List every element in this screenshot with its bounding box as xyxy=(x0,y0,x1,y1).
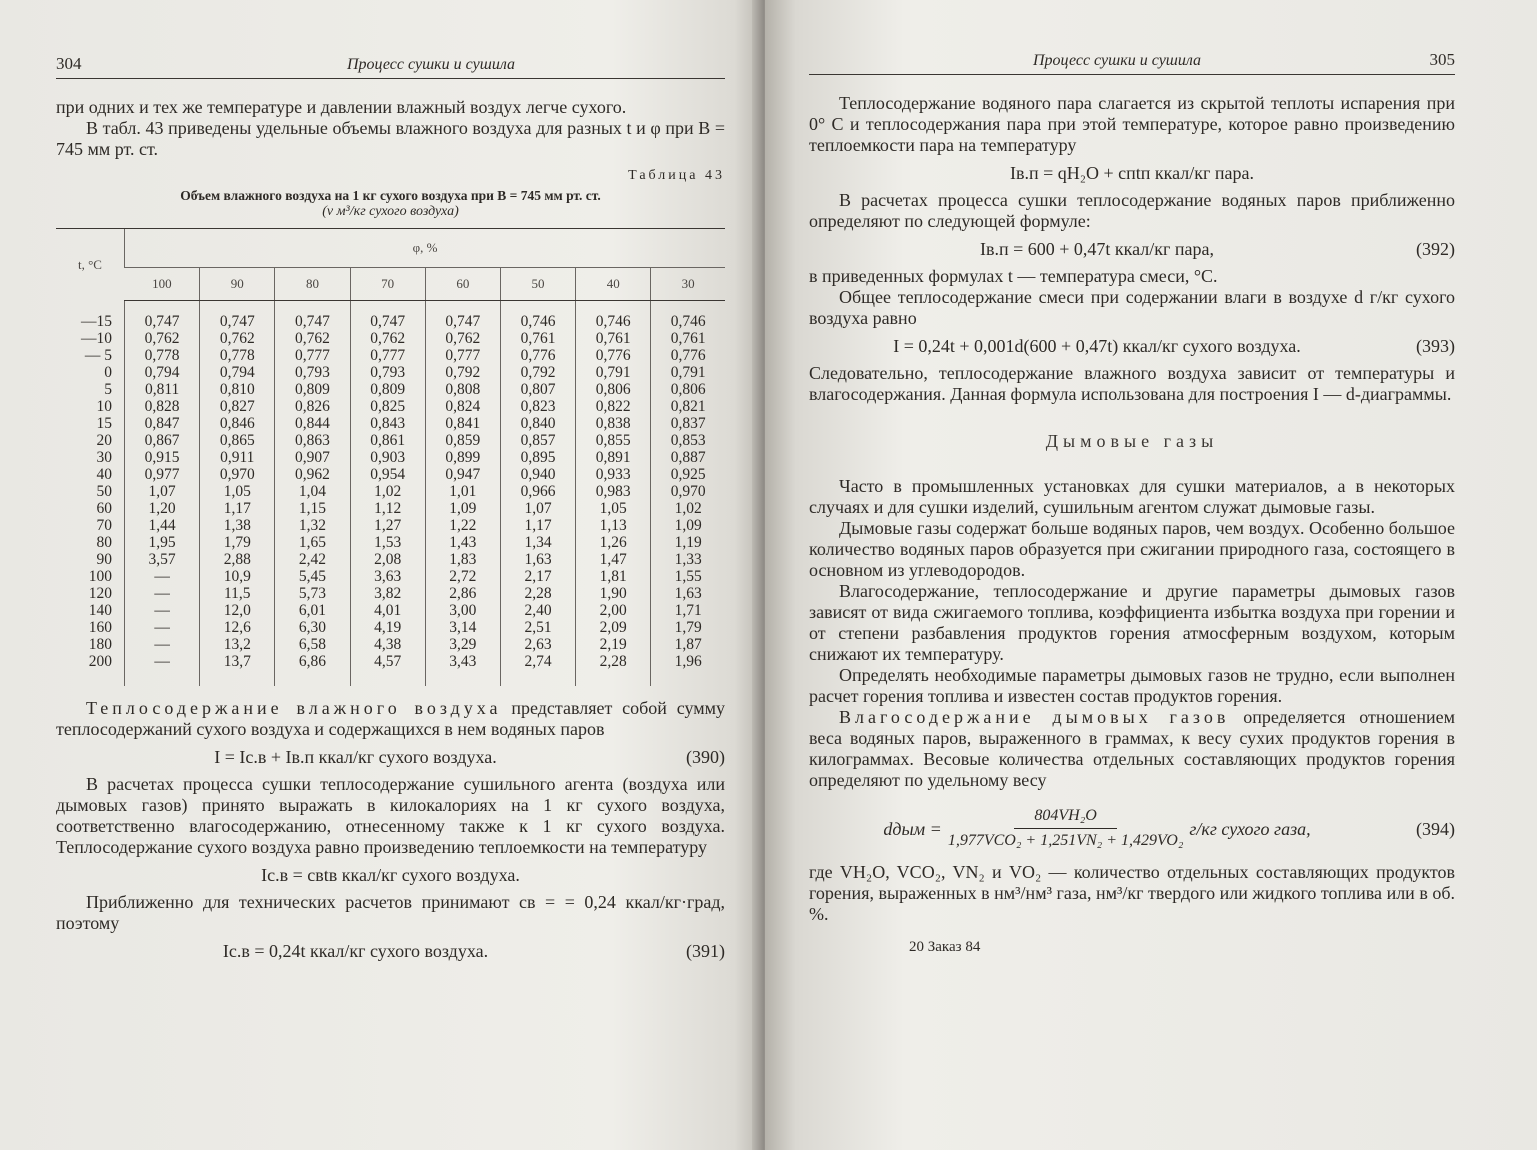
volume-cell: 1,20 xyxy=(125,500,200,517)
volume-cell: 1,79 xyxy=(200,534,275,551)
table-row xyxy=(56,568,725,585)
temperature-cell: 30 xyxy=(96,449,112,466)
volume-cell: 0,863 xyxy=(275,432,350,449)
paragraph: в приведенных формулах t — температура смеси, °C. xyxy=(809,266,1218,286)
page-number: 304 xyxy=(56,54,82,73)
volume-cell: 3,43 xyxy=(425,653,500,686)
volume-cell: 4,01 xyxy=(350,602,425,619)
volume-cell: 1,65 xyxy=(275,534,350,551)
running-title: Процесс сушки и сушила xyxy=(1033,52,1202,69)
volume-cell: 1,26 xyxy=(576,534,651,551)
volume-cell: 2,19 xyxy=(576,636,651,653)
volume-cell: 0,857 xyxy=(500,432,575,449)
phi-column-header: 40 xyxy=(576,268,651,301)
volume-cell: 0,747 xyxy=(425,313,500,330)
volume-cell: 0,746 xyxy=(500,313,575,330)
volume-cell: 0,762 xyxy=(350,330,425,347)
temperature-cell: 60 xyxy=(96,500,112,517)
temperature-cell: 120 xyxy=(88,585,112,602)
volume-cell: 0,777 xyxy=(425,347,500,364)
volume-cell: 0,843 xyxy=(350,415,425,432)
t-column-header: t, °C xyxy=(56,229,125,301)
table-row xyxy=(56,619,725,636)
volume-cell: 0,791 xyxy=(576,364,651,381)
volume-cell: — xyxy=(125,568,200,585)
phi-header: φ, % xyxy=(125,229,726,268)
table-row xyxy=(56,466,725,483)
table-row xyxy=(56,432,725,449)
temperature-cell: 10 xyxy=(96,398,112,415)
volume-cell: 0,792 xyxy=(500,364,575,381)
volume-cell: 0,846 xyxy=(200,415,275,432)
volume-cell: 0,895 xyxy=(500,449,575,466)
volume-cell: 0,966 xyxy=(500,483,575,500)
formula-391 xyxy=(56,940,725,962)
volume-cell: 0,747 xyxy=(200,313,275,330)
section-heading: Дымовые газы xyxy=(1045,431,1219,451)
volume-cell: 0,747 xyxy=(275,313,350,330)
paragraph: Определять необходимые параметры дымовых газов не трудно, если выполнен расчет горения топлива и известен состав продуктов горения. xyxy=(809,665,1455,706)
volume-cell: 0,761 xyxy=(576,330,651,347)
formula-expression: I = 0,24t + 0,001d(600 + 0,47t) ккал/кг сухого воздуха. xyxy=(893,336,1301,356)
volume-cell: 12,0 xyxy=(200,602,275,619)
volume-cell: 0,762 xyxy=(200,330,275,347)
paragraph: В расчетах процесса сушки теплосодержание сушильного агента (воздуха или дымовых газов) принято выражать в килокалориях на 1 кг сухого воздуха, соответственно влагосодержанию, отнесенному также к 1 кг сухого воздуха. Теплосодержание сухого воздуха равно произведению теплоемкости на температуру xyxy=(56,774,725,857)
volume-cell: — xyxy=(125,636,200,653)
volume-cell: 1,32 xyxy=(275,517,350,534)
volume-cell: — xyxy=(125,602,200,619)
volume-cell: 2,63 xyxy=(500,636,575,653)
volume-cell: 0,962 xyxy=(275,466,350,483)
volume-cell: 0,761 xyxy=(651,330,725,347)
formula-expression xyxy=(809,805,1385,852)
volume-cell: 0,867 xyxy=(125,432,200,449)
paragraph: Теплосодержание водяного пара слагается из скрытой теплоты испарения при 0° C и теплосодержания пара при этой температуре, которое равно произведению теплоемкости пара на температуру xyxy=(809,93,1455,155)
volume-cell: 0,940 xyxy=(500,466,575,483)
volume-cell: 0,747 xyxy=(350,313,425,330)
phi-column-header: 80 xyxy=(275,268,350,301)
table-row xyxy=(56,602,725,619)
volume-cell: 0,970 xyxy=(200,466,275,483)
volume-cell: 0,778 xyxy=(125,347,200,364)
formula-ic xyxy=(56,864,725,886)
volume-cell: 0,811 xyxy=(125,381,200,398)
phi-column-header: 100 xyxy=(125,268,200,301)
paragraph: Приближенно для технических расчетов принимают cв = = 0,24 ккал/кг·град, поэтому xyxy=(56,892,725,933)
volume-cell: 1,79 xyxy=(651,619,725,636)
volume-cell: 0,887 xyxy=(651,449,725,466)
volume-cell: 0,915 xyxy=(125,449,200,466)
temperature-cell: —10 xyxy=(81,330,112,347)
table-title: Объем влажного воздуха на 1 кг сухого воздуха при B = 745 мм рт. ст. xyxy=(180,188,601,203)
volume-cell: 1,05 xyxy=(576,500,651,517)
fraction-numerator: 804VH₂O xyxy=(1014,805,1116,829)
volume-cell: 2,40 xyxy=(500,602,575,619)
fraction-denominator: 1,977VCO₂ + 1,251VN₂ + 1,429VO₂ xyxy=(947,832,1184,849)
volume-cell: 2,86 xyxy=(425,585,500,602)
volume-cell: 1,22 xyxy=(425,517,500,534)
volume-cell: 1,13 xyxy=(576,517,651,534)
formula-394 xyxy=(809,805,1455,852)
volume-cell: — xyxy=(125,653,200,686)
formula-unit: г/кг сухого газа, xyxy=(1189,818,1311,839)
table-row xyxy=(56,500,725,517)
temperature-cell: 100 xyxy=(88,568,112,585)
volume-cell: 2,72 xyxy=(425,568,500,585)
table-caption: Таблица 43 xyxy=(628,168,725,183)
paragraph-text: представляет собой сумму теплосодержаний сухого воздуха и содержащихся в нем водяных паров xyxy=(56,698,725,739)
volume-cell: 0,762 xyxy=(275,330,350,347)
volume-cell: 6,58 xyxy=(275,636,350,653)
formula-expression: Iс.в = cвtв ккал/кг сухого воздуха. xyxy=(261,865,520,885)
volume-cell: 0,794 xyxy=(200,364,275,381)
volume-cell: 0,806 xyxy=(651,381,725,398)
volume-cell: 1,53 xyxy=(350,534,425,551)
right-page xyxy=(765,0,1537,1150)
volume-cell: 0,824 xyxy=(425,398,500,415)
volume-cell: 3,14 xyxy=(425,619,500,636)
volume-cell: 0,794 xyxy=(125,364,200,381)
temperature-cell: 5 xyxy=(104,381,112,398)
table-row xyxy=(56,517,725,534)
left-page xyxy=(0,0,765,1150)
volume-cell: 13,2 xyxy=(200,636,275,653)
volume-cell: 1,96 xyxy=(651,653,725,686)
volume-cell: 2,74 xyxy=(500,653,575,686)
volume-cell: 0,903 xyxy=(350,449,425,466)
volume-cell: 0,791 xyxy=(651,364,725,381)
volume-cell: 0,911 xyxy=(200,449,275,466)
table-subtitle: (v м³/кг сухого воздуха) xyxy=(322,204,459,219)
temperature-cell: 200 xyxy=(88,653,112,670)
paragraph: Общее теплосодержание смеси при содержании влаги в воздухе d г/кг сухого воздуха равно xyxy=(809,287,1455,328)
volume-cell: 1,01 xyxy=(425,483,500,500)
table-row xyxy=(56,347,725,364)
phi-column-header: 90 xyxy=(200,268,275,301)
volume-cell: 0,792 xyxy=(425,364,500,381)
table-row xyxy=(56,381,725,398)
volume-cell: 3,63 xyxy=(350,568,425,585)
volume-cell: 1,12 xyxy=(350,500,425,517)
volume-cell: 1,95 xyxy=(125,534,200,551)
volume-cell: 0,746 xyxy=(576,313,651,330)
volume-cell: 1,43 xyxy=(425,534,500,551)
volume-cell: 4,57 xyxy=(350,653,425,686)
spaced-lead: Теплосодержание влажного воздуха xyxy=(86,698,502,718)
volume-cell: 11,5 xyxy=(200,585,275,602)
volume-cell: 1,05 xyxy=(200,483,275,500)
table-row xyxy=(56,551,725,568)
paragraph-text: определяется отношением веса водяных паров, выраженного в граммах, к весу сухих продуктов горения в килограммах. Весовые количества отдельных составляющих продуктов горения определяют по удельному весу xyxy=(809,707,1455,790)
phi-column-header: 60 xyxy=(425,268,500,301)
table-row xyxy=(56,364,725,381)
volume-cell: 0,925 xyxy=(651,466,725,483)
phi-column-header: 50 xyxy=(500,268,575,301)
volume-cell: 2,09 xyxy=(576,619,651,636)
paragraph xyxy=(809,707,1455,791)
formula-expression: Iв.п = qH₂O + cпtп ккал/кг пара. xyxy=(1009,163,1255,183)
volume-cell: 0,808 xyxy=(425,381,500,398)
volume-cell: 1,19 xyxy=(651,534,725,551)
volume-cell: 0,983 xyxy=(576,483,651,500)
table-row xyxy=(56,653,725,686)
temperature-cell: 70 xyxy=(96,517,112,534)
volume-cell: 1,71 xyxy=(651,602,725,619)
formula-390 xyxy=(56,746,725,768)
volume-cell: 0,826 xyxy=(275,398,350,415)
formula-fraction xyxy=(948,805,1184,852)
volume-cell: 0,907 xyxy=(275,449,350,466)
formula-lhs: dдым = xyxy=(883,818,942,839)
table-row xyxy=(56,534,725,551)
volume-cell: 0,933 xyxy=(576,466,651,483)
volume-cell: 4,38 xyxy=(350,636,425,653)
temperature-cell: 0 xyxy=(104,364,112,381)
volume-cell: 0,827 xyxy=(200,398,275,415)
volume-cell: 0,762 xyxy=(425,330,500,347)
volume-cell: 12,6 xyxy=(200,619,275,636)
volume-cell: 1,15 xyxy=(275,500,350,517)
page-number: 305 xyxy=(1429,50,1455,69)
volume-cell: 0,861 xyxy=(350,432,425,449)
paragraph: В табл. 43 приведены удельные объемы влажного воздуха для разных t и φ при B = 745 мм рт. ст. xyxy=(56,118,725,159)
volume-cell: 0,823 xyxy=(500,398,575,415)
volume-cell: 3,57 xyxy=(125,551,200,568)
temperature-cell: 140 xyxy=(88,602,112,619)
volume-cell: 1,17 xyxy=(200,500,275,517)
volume-cell: 0,746 xyxy=(651,313,725,330)
table-row xyxy=(56,313,725,330)
volume-cell: 2,08 xyxy=(350,551,425,568)
volume-cell: 10,9 xyxy=(200,568,275,585)
volume-cell: 0,853 xyxy=(651,432,725,449)
table-row xyxy=(56,330,725,347)
volume-cell: 1,09 xyxy=(425,500,500,517)
table-row xyxy=(56,449,725,466)
volume-cell: 0,970 xyxy=(651,483,725,500)
volume-cell: 2,00 xyxy=(576,602,651,619)
volume-cell: 0,838 xyxy=(576,415,651,432)
volume-cell: 1,44 xyxy=(125,517,200,534)
volume-cell: 1,04 xyxy=(275,483,350,500)
volume-cell: 1,81 xyxy=(576,568,651,585)
table-row xyxy=(56,398,725,415)
volume-cell: 4,19 xyxy=(350,619,425,636)
volume-cell: 0,777 xyxy=(275,347,350,364)
volume-cell: 1,02 xyxy=(651,500,725,517)
volume-cell: 0,777 xyxy=(350,347,425,364)
volume-cell: 0,899 xyxy=(425,449,500,466)
formula-392 xyxy=(809,238,1455,260)
formula-ivp xyxy=(809,162,1455,184)
volume-cell: 0,747 xyxy=(125,313,200,330)
volume-cell: 0,762 xyxy=(125,330,200,347)
temperature-cell: 15 xyxy=(96,415,112,432)
equation-number: (391) xyxy=(686,941,725,961)
temperature-cell: 20 xyxy=(96,432,112,449)
volume-cell: 6,30 xyxy=(275,619,350,636)
volume-cell: 2,51 xyxy=(500,619,575,636)
phi-column-header: 70 xyxy=(350,268,425,301)
paragraph: при одних и тех же температуре и давлении влажный воздух легче сухого. xyxy=(56,97,627,117)
formula-expression: Iв.п = 600 + 0,47t ккал/кг пара, xyxy=(979,239,1215,259)
volume-cell: 0,778 xyxy=(200,347,275,364)
equation-number: (390) xyxy=(686,747,725,767)
table-row xyxy=(56,483,725,500)
table-row xyxy=(56,585,725,602)
volume-cell: 0,855 xyxy=(576,432,651,449)
volume-cell: 1,87 xyxy=(651,636,725,653)
volume-cell: 0,837 xyxy=(651,415,725,432)
paragraph: В расчетах процесса сушки теплосодержание водяных паров приближенно определяют по следующей формуле: xyxy=(809,190,1455,231)
table-row xyxy=(56,415,725,432)
volume-cell: 0,807 xyxy=(500,381,575,398)
volume-cell: 1,90 xyxy=(576,585,651,602)
volume-cell: 1,33 xyxy=(651,551,725,568)
paragraph: Дымовые газы содержат больше водяных паров, чем воздух. Особенно большое количество водяных паров образуется при сжигании природного газа, состоящего в основном из углеводородов. xyxy=(809,518,1455,580)
volume-cell: 1,27 xyxy=(350,517,425,534)
equation-number: (392) xyxy=(1416,239,1455,259)
volume-cell: 1,07 xyxy=(125,483,200,500)
volume-cell: 2,42 xyxy=(275,551,350,568)
table-row xyxy=(56,636,725,653)
volume-cell: — xyxy=(125,585,200,602)
equation-number: (393) xyxy=(1416,336,1455,356)
volume-cell: 1,55 xyxy=(651,568,725,585)
volume-cell: 6,01 xyxy=(275,602,350,619)
print-order-footer: 20 Заказ 84 xyxy=(909,939,981,955)
volume-cell: 0,847 xyxy=(125,415,200,432)
volume-cell: 1,02 xyxy=(350,483,425,500)
temperature-cell: 80 xyxy=(96,534,112,551)
phi-column-header: 30 xyxy=(651,268,725,301)
volume-cell: 0,844 xyxy=(275,415,350,432)
volume-cell: 2,88 xyxy=(200,551,275,568)
volume-cell: 1,17 xyxy=(500,517,575,534)
volume-cell: 5,45 xyxy=(275,568,350,585)
volume-cell: 0,809 xyxy=(350,381,425,398)
running-title: Процесс сушки и сушила xyxy=(346,56,515,73)
volume-cell: 0,776 xyxy=(500,347,575,364)
volume-cell: 0,977 xyxy=(125,466,200,483)
volume-cell: 0,810 xyxy=(200,381,275,398)
volume-cell: 1,38 xyxy=(200,517,275,534)
formula-393 xyxy=(809,335,1455,357)
volume-cell: 0,821 xyxy=(651,398,725,415)
volume-cell: 3,00 xyxy=(425,602,500,619)
volume-cell: 1,09 xyxy=(651,517,725,534)
volume-cell: 0,891 xyxy=(576,449,651,466)
paragraph: Влагосодержание, теплосодержание и другие параметры дымовых газов зависят от вида сжигаемого топлива, коэффициента избытка воздуха при горении и от степени разбавления продуктов горения атмосферным воздухом, которым снижают их температуру. xyxy=(809,581,1455,664)
paragraph: Следовательно, теплосодержание влажного воздуха зависит от температуры и влагосодержания. Данная формула использована для построения I — d-диаграммы. xyxy=(809,363,1455,404)
paragraph: где VH₂O, VCO₂, VN₂ и VO₂ — количество отдельных составляющих продуктов горения, выраженных в нм³/нм³ газа, нм³/кг твердого или жидкого топлива или в об. %. xyxy=(809,862,1455,924)
temperature-cell: 180 xyxy=(88,636,112,653)
volume-cell: 0,776 xyxy=(651,347,725,364)
volume-cell: 1,63 xyxy=(500,551,575,568)
right-running-head xyxy=(809,50,1455,75)
temperature-cell: 90 xyxy=(96,551,112,568)
volume-cell: 0,761 xyxy=(500,330,575,347)
temperature-cell: 40 xyxy=(96,466,112,483)
volume-cell: 3,82 xyxy=(350,585,425,602)
volume-cell: 0,822 xyxy=(576,398,651,415)
paragraph xyxy=(56,698,725,740)
temperature-cell: 160 xyxy=(88,619,112,636)
volume-cell: 0,806 xyxy=(576,381,651,398)
volume-table xyxy=(56,228,725,686)
paragraph: Часто в промышленных установках для сушки материалов, а в некоторых случаях и для сушки изделий, сушильным агентом служат дымовые газы. xyxy=(809,476,1455,517)
volume-cell: 2,28 xyxy=(576,653,651,686)
volume-cell: 0,865 xyxy=(200,432,275,449)
volume-cell: 13,7 xyxy=(200,653,275,686)
volume-cell: 2,28 xyxy=(500,585,575,602)
volume-cell: 1,34 xyxy=(500,534,575,551)
volume-cell: 0,954 xyxy=(350,466,425,483)
temperature-cell: — 5 xyxy=(84,347,112,364)
temperature-cell: —15 xyxy=(81,313,112,330)
volume-cell: 0,840 xyxy=(500,415,575,432)
spaced-lead: Влагосодержание дымовых газов xyxy=(839,707,1230,727)
left-running-head xyxy=(56,54,725,79)
formula-expression: I = Iс.в + Iв.п ккал/кг сухого воздуха. xyxy=(214,747,497,767)
volume-cell: 0,859 xyxy=(425,432,500,449)
volume-cell: 0,947 xyxy=(425,466,500,483)
formula-expression: Iс.в = 0,24t ккал/кг сухого воздуха. xyxy=(222,941,489,961)
volume-cell: 0,841 xyxy=(425,415,500,432)
volume-cell: 0,809 xyxy=(275,381,350,398)
volume-cell: 1,83 xyxy=(425,551,500,568)
volume-cell: 0,828 xyxy=(125,398,200,415)
volume-cell: 2,17 xyxy=(500,568,575,585)
volume-cell: 5,73 xyxy=(275,585,350,602)
volume-cell: 6,86 xyxy=(275,653,350,686)
volume-cell: 0,776 xyxy=(576,347,651,364)
volume-cell: 3,29 xyxy=(425,636,500,653)
volume-cell: 1,07 xyxy=(500,500,575,517)
equation-number: (394) xyxy=(1416,818,1455,839)
volume-cell: 0,793 xyxy=(350,364,425,381)
volume-cell: 1,63 xyxy=(651,585,725,602)
volume-cell: 0,825 xyxy=(350,398,425,415)
volume-cell: 1,47 xyxy=(576,551,651,568)
volume-cell: 0,793 xyxy=(275,364,350,381)
volume-cell: — xyxy=(125,619,200,636)
temperature-cell: 50 xyxy=(96,483,112,500)
